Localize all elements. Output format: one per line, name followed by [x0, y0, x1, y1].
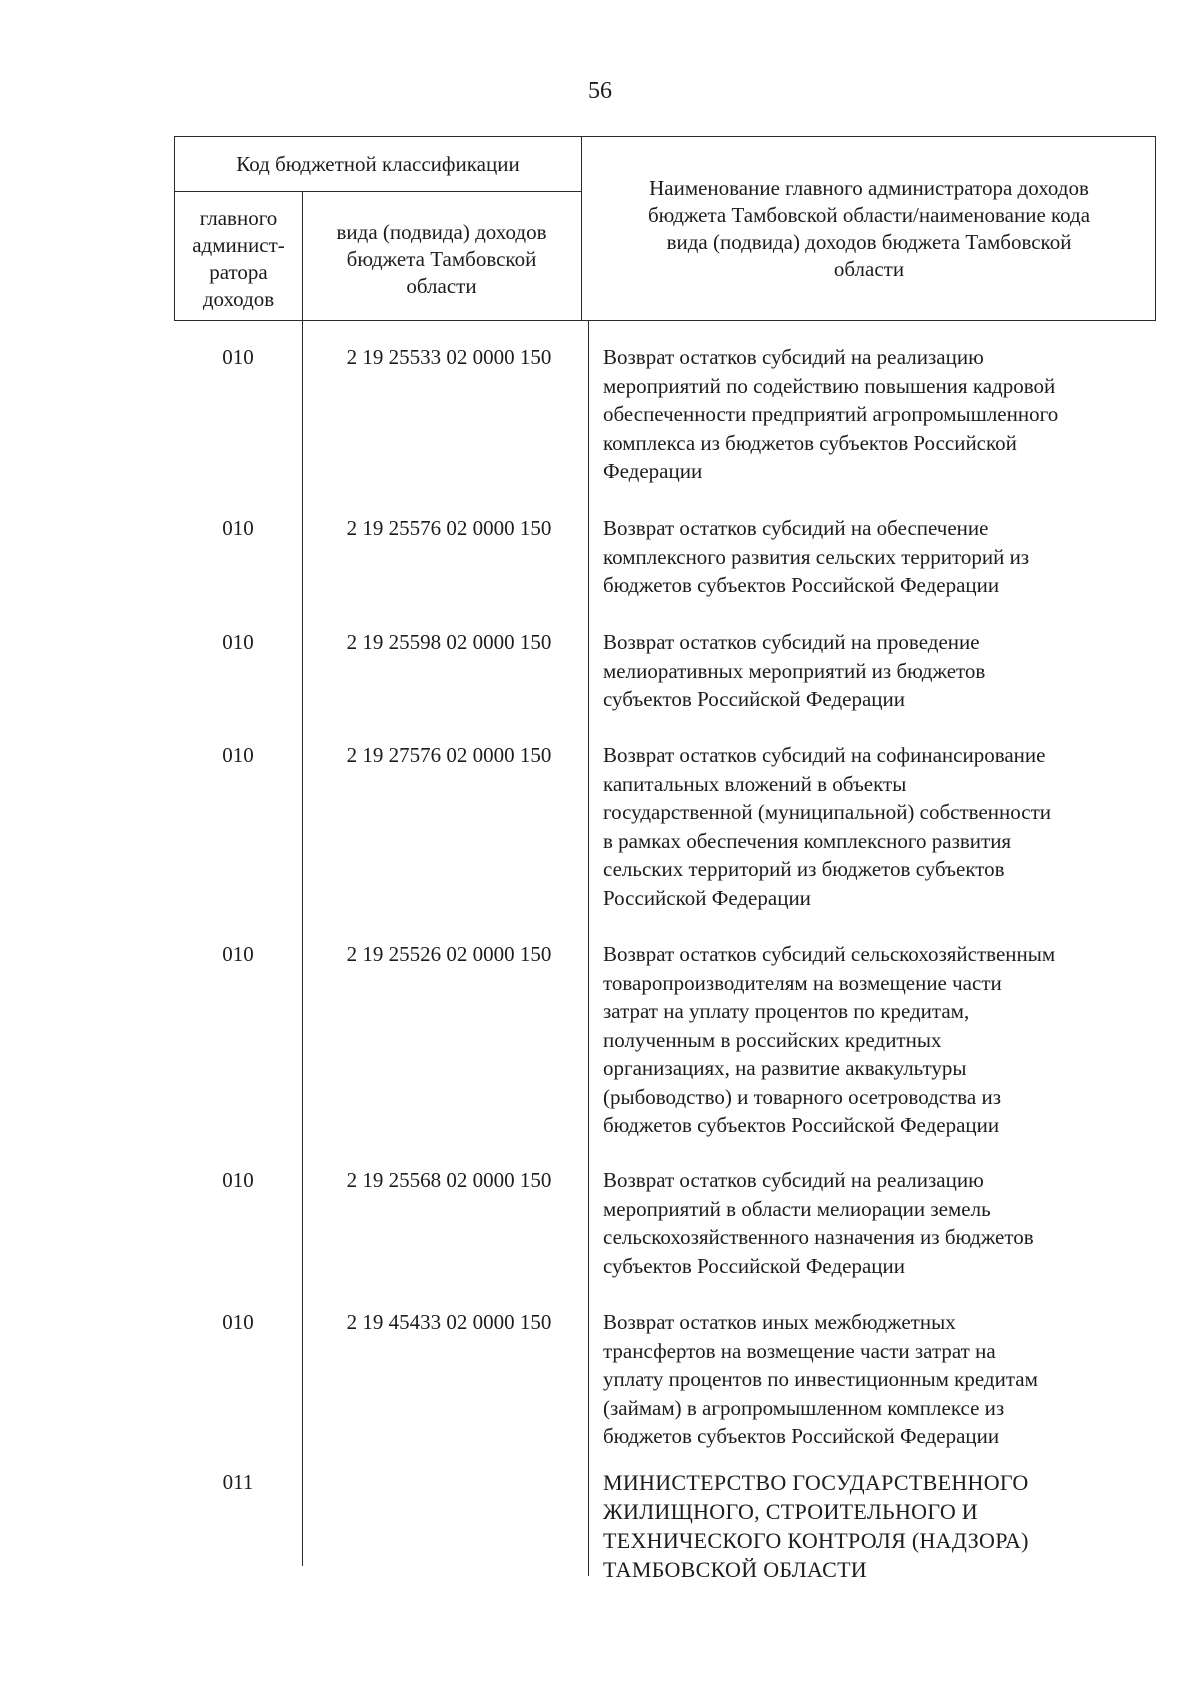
header-kind-column: вида (подвида) доходов бюджета Тамбовской области [336, 220, 547, 298]
column-divider-code-name [588, 321, 589, 1576]
name-cell: Возврат остатков иных межбюджетных трансфертов на возмещение части затрат на уплату процентов по инвестиционным кредитам (займам) в агропромышленном комплексе из бюджетов субъектов Российской Федерации [603, 1310, 1038, 1448]
admin-code-cell: 010 [222, 516, 254, 540]
header-admin-column: главного админист- ратора доходов [192, 206, 285, 311]
budget-code-cell: 2 19 27576 02 0000 150 [346, 743, 552, 767]
admin-code-cell: 010 [222, 345, 254, 369]
name-cell: Возврат остатков субсидий на реализацию мероприятий в области мелиорации земель сельскохозяйственного назначения из бюджетов субъектов Российской Федерации [603, 1168, 1034, 1278]
name-cell: Возврат остатков субсидий на обеспечение комплексного развития сельских территорий из бюджетов субъектов Российской Федерации [603, 516, 1030, 597]
admin-code-cell: 011 [222, 1470, 254, 1494]
name-cell: Возврат остатков субсидий сельскохозяйственным товаропроизводителям на возмещение части затрат на уплату процентов по кредитам, полученным в российских кредитных организациях, на развитие аквакультуры (рыбоводство) и товарного осетроводства из бюджетов субъектов Российской Федерации [603, 942, 1056, 1137]
budget-code-cell: 2 19 25568 02 0000 150 [346, 1168, 552, 1192]
table-header [174, 136, 1156, 321]
budget-code-cell: 2 19 25526 02 0000 150 [346, 942, 552, 966]
header-group-title: Код бюджетной классификации [236, 152, 520, 176]
page-number: 56 [588, 78, 612, 104]
column-divider-admin-code [302, 321, 303, 1566]
budget-code-cell: 2 19 25576 02 0000 150 [346, 516, 552, 540]
budget-code-cell: 2 19 25598 02 0000 150 [346, 630, 552, 654]
admin-code-cell: 010 [222, 743, 254, 767]
ministry-name-cell: МИНИСТЕРСТВО ГОСУДАРСТВЕННОГО ЖИЛИЩНОГО, СТРОИТЕЛЬНОГО И ТЕХНИЧЕСКОГО КОНТРОЛЯ (НАДЗОРА) ТАМБОВСКОЙ ОБЛАСТИ [603, 1470, 1029, 1582]
header-name-column: Наименование главного администратора доходов бюджета Тамбовской области/наименование кода вида (подвида) доходов бюджета Тамбовской области [647, 176, 1091, 281]
name-cell: Возврат остатков субсидий на реализацию мероприятий по содействию повышения кадровой обеспеченности предприятий агропромышленного комплекса из бюджетов субъектов Российской Федерации [603, 345, 1059, 483]
header-divider-horizontal [175, 191, 581, 192]
admin-code-cell: 010 [222, 1310, 254, 1334]
budget-code-cell: 2 19 25533 02 0000 150 [346, 345, 552, 369]
name-cell: Возврат остатков субсидий на проведение мелиоративных мероприятий из бюджетов субъектов Российской Федерации [603, 630, 986, 711]
name-cell: Возврат остатков субсидий на софинансирование капитальных вложений в объекты государственной (муниципальной) собственности в рамках обеспечения комплексного развития сельских территорий из бюджетов субъектов Российской Федерации [603, 743, 1052, 910]
admin-code-cell: 010 [222, 942, 254, 966]
admin-code-cell: 010 [222, 630, 254, 654]
budget-code-cell: 2 19 45433 02 0000 150 [346, 1310, 552, 1334]
admin-code-cell: 010 [222, 1168, 254, 1192]
